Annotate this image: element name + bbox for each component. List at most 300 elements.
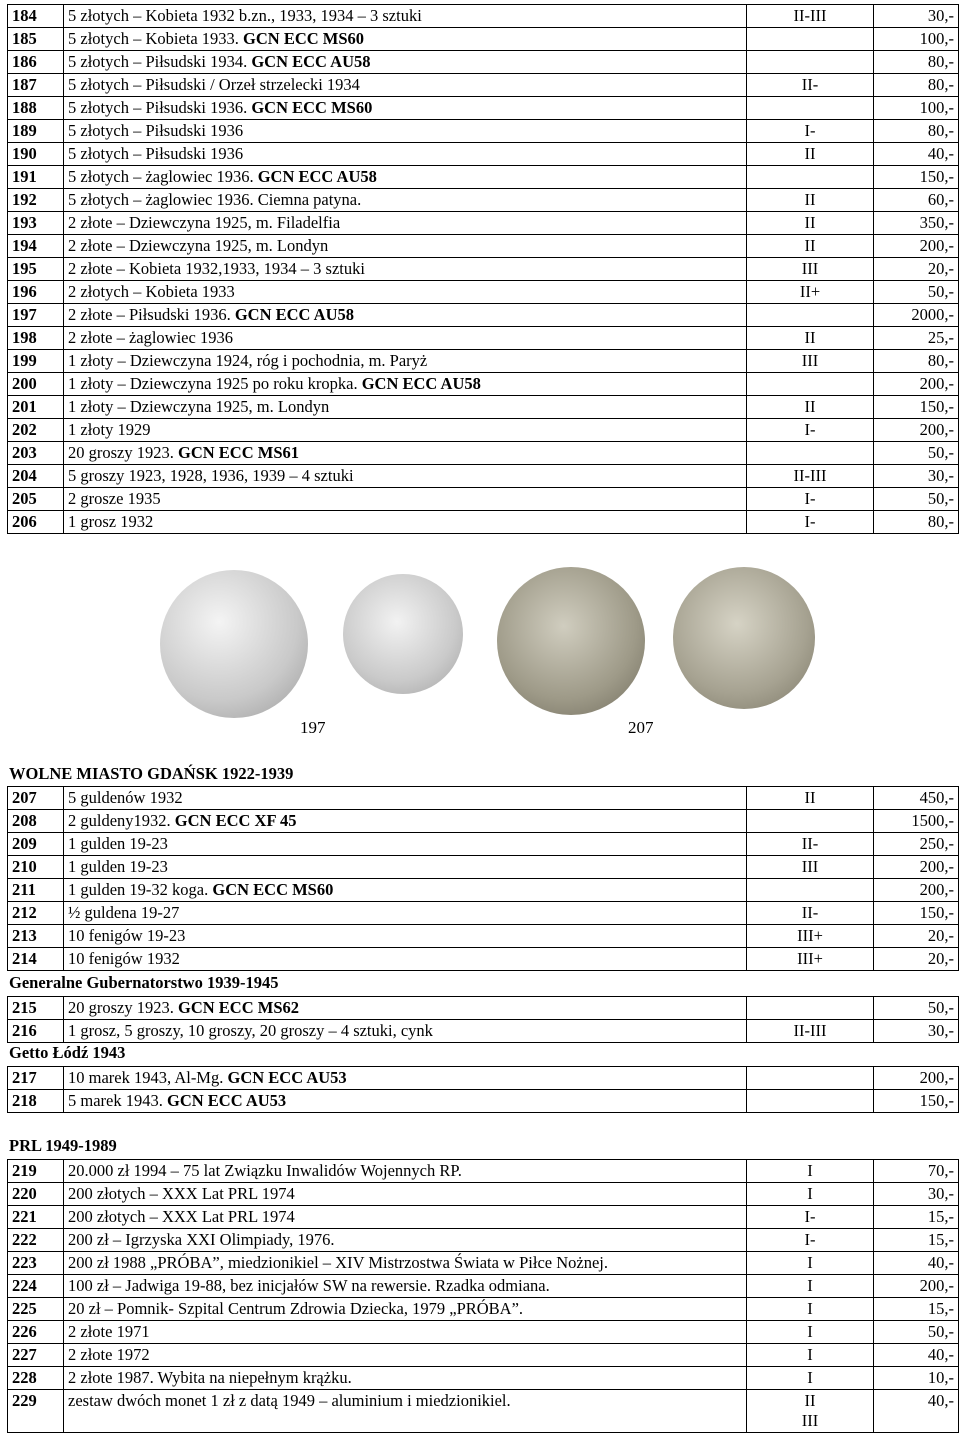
lot-description — [64, 948, 747, 971]
lot-grade: I — [747, 1160, 874, 1183]
lot-grade: II — [747, 235, 874, 258]
lot-grade: I- — [747, 1229, 874, 1252]
table-row — [8, 810, 959, 833]
lot-description — [64, 1390, 747, 1433]
table-row — [8, 212, 959, 235]
lot-price: 200,- — [874, 856, 959, 879]
lot-grade: I — [747, 1252, 874, 1275]
description-text: 5 złotych – Piłsudski 1934. — [68, 52, 252, 71]
lot-description — [64, 1252, 747, 1275]
lot-price: 450,- — [874, 787, 959, 810]
lot-grade: I — [747, 1183, 874, 1206]
description-text: 200 zł – Igrzyska XXI Olimpiady, 1976. — [68, 1230, 335, 1249]
table-row — [8, 1160, 959, 1183]
lot-grade: I — [747, 1367, 874, 1390]
lot-price: 1500,- — [874, 810, 959, 833]
lot-grade — [747, 1090, 874, 1113]
description-text: 20 zł – Pomnik- Szpital Centrum Zdrowia Dziecka, 1979 „PRÓBA”. — [68, 1299, 524, 1318]
table-row — [8, 465, 959, 488]
lot-price: 150,- — [874, 902, 959, 925]
lot-number: 192 — [8, 189, 64, 212]
lot-price: 15,- — [874, 1298, 959, 1321]
lot-price: 100,- — [874, 28, 959, 51]
description-text: 2 złote – Dziewczyna 1925, m. Filadelfia — [68, 213, 341, 232]
grading-note: GCN ECC MS62 — [178, 998, 300, 1017]
lot-number: 188 — [8, 97, 64, 120]
lot-price: 80,- — [874, 350, 959, 373]
lot-description — [64, 1344, 747, 1367]
lot-price: 40,- — [874, 1344, 959, 1367]
lot-price: 20,- — [874, 948, 959, 971]
lot-description — [64, 511, 747, 534]
lot-price: 20,- — [874, 258, 959, 281]
lot-description — [64, 5, 747, 28]
table-row — [8, 396, 959, 419]
table-row — [8, 1206, 959, 1229]
description-text: 5 guldenów 1932 — [68, 788, 183, 807]
lot-number: 204 — [8, 465, 64, 488]
table-row — [8, 235, 959, 258]
table-row — [8, 1344, 959, 1367]
lot-description — [64, 304, 747, 327]
table-row — [8, 488, 959, 511]
table-row — [8, 511, 959, 534]
description-text: 1 grosz 1932 — [68, 512, 154, 531]
lot-price: 25,- — [874, 327, 959, 350]
lot-grade: II- — [747, 74, 874, 97]
lot-grade: II — [747, 396, 874, 419]
grading-note: GCN ECC AU58 — [361, 374, 481, 393]
coin-pilsudski-obverse — [160, 570, 308, 718]
lot-grade: II-III — [747, 465, 874, 488]
lot-price: 50,- — [874, 442, 959, 465]
lot-price: 30,- — [874, 5, 959, 28]
table-row — [8, 442, 959, 465]
lot-grade: II+ — [747, 281, 874, 304]
lot-description — [64, 1298, 747, 1321]
lot-description — [64, 1160, 747, 1183]
lot-price: 40,- — [874, 1390, 959, 1433]
table-row — [8, 281, 959, 304]
lot-description — [64, 997, 747, 1020]
coin-gdansk-obverse — [497, 567, 645, 715]
table-row — [8, 258, 959, 281]
lot-price: 60,- — [874, 189, 959, 212]
description-text: 1 gulden 19-32 koga. — [68, 880, 213, 899]
description-text: 20 groszy 1923. — [68, 998, 178, 1017]
lot-number: 216 — [8, 1020, 64, 1043]
lot-number: 210 — [8, 856, 64, 879]
lots-table-gdansk — [7, 786, 959, 971]
lot-description — [64, 856, 747, 879]
table-row — [8, 1367, 959, 1390]
lot-description — [64, 1183, 747, 1206]
lot-grade — [747, 28, 874, 51]
lot-description — [64, 166, 747, 189]
description-text: 200 złotych – XXX Lat PRL 1974 — [68, 1184, 295, 1203]
lot-description — [64, 488, 747, 511]
table-row — [8, 902, 959, 925]
lot-description — [64, 97, 747, 120]
table-row — [8, 1229, 959, 1252]
lot-grade — [747, 997, 874, 1020]
lot-number: 220 — [8, 1183, 64, 1206]
lot-description — [64, 51, 747, 74]
table-row — [8, 189, 959, 212]
lot-number: 215 — [8, 997, 64, 1020]
table-row — [8, 1252, 959, 1275]
table-row — [8, 1090, 959, 1113]
description-text: 20.000 zł 1994 – 75 lat Związku Inwalidów Wojennych RP. — [68, 1161, 462, 1180]
description-text: 10 fenigów 19-23 — [68, 926, 186, 945]
grading-note: GCN ECC MS61 — [178, 443, 300, 462]
lot-price: 80,- — [874, 120, 959, 143]
grading-note: GCN ECC AU58 — [251, 52, 371, 71]
lot-price: 50,- — [874, 997, 959, 1020]
table-row — [8, 143, 959, 166]
lot-description — [64, 1067, 747, 1090]
description-text: 2 złote – żaglowiec 1936 — [68, 328, 233, 347]
lot-grade — [747, 442, 874, 465]
lot-grade: I — [747, 1275, 874, 1298]
lot-description — [64, 120, 747, 143]
lot-description — [64, 442, 747, 465]
lot-description — [64, 1367, 747, 1390]
lot-description — [64, 396, 747, 419]
lot-price: 30,- — [874, 1020, 959, 1043]
lot-description — [64, 74, 747, 97]
table-row — [8, 833, 959, 856]
description-text: 5 złotych – Kobieta 1932 b.zn., 1933, 1934 – 3 sztuki — [68, 6, 422, 25]
lot-description — [64, 350, 747, 373]
lot-number: 206 — [8, 511, 64, 534]
lot-number: 193 — [8, 212, 64, 235]
caption-197: 197 — [300, 718, 326, 737]
description-text: 5 złotych – Piłsudski / Orzeł strzelecki 1934 — [68, 75, 360, 94]
lot-grade: II-III — [747, 5, 874, 28]
lot-price: 2000,- — [874, 304, 959, 327]
description-text: 5 złotych – Piłsudski 1936 — [68, 121, 244, 140]
caption-207: 207 — [628, 718, 654, 737]
lot-number: 196 — [8, 281, 64, 304]
lot-description — [64, 419, 747, 442]
lot-price: 150,- — [874, 1090, 959, 1113]
lot-number: 189 — [8, 120, 64, 143]
lot-number: 213 — [8, 925, 64, 948]
lot-grade: I- — [747, 120, 874, 143]
description-text: 1 gulden 19-23 — [68, 834, 168, 853]
table-row — [8, 856, 959, 879]
lot-grade: I- — [747, 511, 874, 534]
lot-price: 200,- — [874, 373, 959, 396]
lots-table-gg — [7, 996, 959, 1043]
table-row — [8, 304, 959, 327]
table-row — [8, 948, 959, 971]
lot-number: 197 — [8, 304, 64, 327]
lot-grade — [747, 373, 874, 396]
lot-number: 195 — [8, 258, 64, 281]
table-row — [8, 997, 959, 1020]
lot-number: 199 — [8, 350, 64, 373]
grading-note: GCN ECC AU53 — [227, 1068, 347, 1087]
description-text: 2 guldeny1932. — [68, 811, 175, 830]
lot-grade: I — [747, 1344, 874, 1367]
description-text: 5 złotych – Piłsudski 1936. — [68, 98, 252, 117]
lot-number: 186 — [8, 51, 64, 74]
description-text: 2 złote 1987. Wybita na niepełnym krążku. — [68, 1368, 352, 1387]
lot-number: 191 — [8, 166, 64, 189]
lot-grade: II- — [747, 902, 874, 925]
lot-grade: III+ — [747, 925, 874, 948]
table-row — [8, 5, 959, 28]
lot-price: 15,- — [874, 1206, 959, 1229]
description-text: 1 złoty 1929 — [68, 420, 151, 439]
lot-grade — [747, 51, 874, 74]
description-text: 5 złotych – żaglowiec 1936. Ciemna patyna. — [68, 190, 362, 209]
lot-price: 150,- — [874, 396, 959, 419]
lot-grade: I- — [747, 419, 874, 442]
table-row — [8, 373, 959, 396]
description-text: 2 złote – Kobieta 1932,1933, 1934 – 3 sztuki — [68, 259, 365, 278]
lot-number: 185 — [8, 28, 64, 51]
lot-grade: III+ — [747, 948, 874, 971]
description-text: 5 groszy 1923, 1928, 1936, 1939 – 4 sztuki — [68, 466, 354, 485]
lot-price: 50,- — [874, 281, 959, 304]
lot-grade: II — [747, 189, 874, 212]
lot-price: 80,- — [874, 51, 959, 74]
description-text: 100 zł – Jadwiga 19-88, bez inicjałów SW na rewersie. Rzadka odmiana. — [68, 1276, 550, 1295]
table-row — [8, 97, 959, 120]
lot-price: 40,- — [874, 1252, 959, 1275]
description-text: zestaw dwóch monet 1 zł z datą 1949 – aluminium i miedzionikiel. — [68, 1391, 511, 1410]
lot-number: 221 — [8, 1206, 64, 1229]
lot-price: 30,- — [874, 465, 959, 488]
table-row — [8, 74, 959, 97]
table-row — [8, 1275, 959, 1298]
lot-price: 250,- — [874, 833, 959, 856]
grading-note: GCN ECC MS60 — [251, 98, 373, 117]
lot-description — [64, 1229, 747, 1252]
lot-number: 225 — [8, 1298, 64, 1321]
table-row — [8, 166, 959, 189]
lot-number: 187 — [8, 74, 64, 97]
lot-price: 200,- — [874, 1275, 959, 1298]
lot-price: 50,- — [874, 488, 959, 511]
lot-description — [64, 28, 747, 51]
description-text: 1 gulden 19-23 — [68, 857, 168, 876]
lot-number: 205 — [8, 488, 64, 511]
table-row — [8, 419, 959, 442]
lot-number: 217 — [8, 1067, 64, 1090]
table-row — [8, 51, 959, 74]
lot-number: 198 — [8, 327, 64, 350]
description-text: 10 fenigów 1932 — [68, 949, 180, 968]
lot-grade: III — [747, 856, 874, 879]
lot-grade: III — [747, 258, 874, 281]
lot-grade: II- — [747, 833, 874, 856]
description-text: 200 zł 1988 „PRÓBA”, miedzionikiel – XIV Mistrzostwa Świata w Piłce Nożnej. — [68, 1253, 608, 1272]
lot-number: 201 — [8, 396, 64, 419]
lot-description — [64, 212, 747, 235]
lot-number: 219 — [8, 1160, 64, 1183]
description-text: 2 złotych – Kobieta 1933 — [68, 282, 235, 301]
lot-description — [64, 1020, 747, 1043]
description-text: 2 złote – Piłsudski 1936. — [68, 305, 235, 324]
table-row — [8, 120, 959, 143]
lot-grade — [747, 1067, 874, 1090]
lot-price: 30,- — [874, 1183, 959, 1206]
lot-number: 224 — [8, 1275, 64, 1298]
lot-description — [64, 1275, 747, 1298]
lot-number: 214 — [8, 948, 64, 971]
lot-grade: II III — [747, 1390, 874, 1433]
description-text: 5 złotych – Piłsudski 1936 — [68, 144, 244, 163]
table-row — [8, 1020, 959, 1043]
lot-price: 20,- — [874, 925, 959, 948]
lot-price: 70,- — [874, 1160, 959, 1183]
lot-number: 202 — [8, 419, 64, 442]
lot-number: 228 — [8, 1367, 64, 1390]
table-row — [8, 1298, 959, 1321]
lot-number: 227 — [8, 1344, 64, 1367]
lot-description — [64, 258, 747, 281]
table-row — [8, 350, 959, 373]
coin-eagle-reverse — [343, 574, 463, 694]
description-text: 5 złotych – Kobieta 1933. — [68, 29, 244, 48]
lot-description — [64, 327, 747, 350]
lot-grade: I — [747, 1321, 874, 1344]
lot-description — [64, 925, 747, 948]
lot-number: 212 — [8, 902, 64, 925]
lot-grade: II — [747, 143, 874, 166]
lot-description — [64, 465, 747, 488]
lot-number: 208 — [8, 810, 64, 833]
section-title-prl: PRL 1949-1989 — [9, 1136, 117, 1155]
lot-grade: II-III — [747, 1020, 874, 1043]
lot-description — [64, 1206, 747, 1229]
lot-description — [64, 833, 747, 856]
coin-gdansk-reverse — [673, 567, 815, 709]
lot-grade: III — [747, 350, 874, 373]
lot-number: 218 — [8, 1090, 64, 1113]
lot-description — [64, 235, 747, 258]
lot-grade — [747, 166, 874, 189]
grading-note: GCN ECC MS60 — [243, 29, 365, 48]
lot-price: 350,- — [874, 212, 959, 235]
table-row — [8, 1067, 959, 1090]
lot-grade: II — [747, 212, 874, 235]
lot-description — [64, 1321, 747, 1344]
table-row — [8, 1390, 959, 1433]
lot-price: 100,- — [874, 97, 959, 120]
lot-number: 184 — [8, 5, 64, 28]
table-row — [8, 28, 959, 51]
grading-note: GCN ECC AU58 — [234, 305, 355, 324]
lot-number: 229 — [8, 1390, 64, 1433]
grading-note: GCN ECC AU58 — [257, 167, 377, 186]
grading-note: GCN ECC MS60 — [212, 880, 334, 899]
lot-grade: I — [747, 1298, 874, 1321]
description-text: 1 grosz, 5 groszy, 10 groszy, 20 groszy – 4 sztuki, cynk — [68, 1021, 433, 1040]
description-text: 5 marek 1943. — [68, 1091, 167, 1110]
lot-number: 194 — [8, 235, 64, 258]
section-title-gdansk: WOLNE MIASTO GDAŃSK 1922-1939 — [9, 764, 294, 783]
lot-description — [64, 787, 747, 810]
description-text: 1 złoty – Dziewczyna 1925 po roku kropka. — [68, 374, 362, 393]
grading-note: GCN ECC XF 45 — [174, 811, 297, 830]
description-text: ½ guldena 19-27 — [68, 903, 180, 922]
lot-price: 40,- — [874, 143, 959, 166]
description-text: 20 groszy 1923. — [68, 443, 178, 462]
lot-grade — [747, 97, 874, 120]
lot-grade — [747, 879, 874, 902]
section-title-getto: Getto Łódź 1943 — [9, 1043, 126, 1062]
grading-note: GCN ECC AU53 — [166, 1091, 287, 1110]
lot-price: 150,- — [874, 166, 959, 189]
lot-number: 226 — [8, 1321, 64, 1344]
lots-table-1 — [7, 4, 959, 534]
lot-number: 209 — [8, 833, 64, 856]
lot-price: 15,- — [874, 1229, 959, 1252]
lot-number: 211 — [8, 879, 64, 902]
lot-number: 223 — [8, 1252, 64, 1275]
lots-table-prl — [7, 1159, 959, 1433]
lot-price: 80,- — [874, 74, 959, 97]
lot-number: 207 — [8, 787, 64, 810]
lot-description — [64, 879, 747, 902]
description-text: 5 złotych – żaglowiec 1936. — [68, 167, 258, 186]
lot-number: 203 — [8, 442, 64, 465]
description-text: 2 złote 1971 — [68, 1322, 150, 1341]
lot-grade: I- — [747, 488, 874, 511]
description-text: 2 złote 1972 — [68, 1345, 150, 1364]
description-text: 1 złoty – Dziewczyna 1925, m. Londyn — [68, 397, 330, 416]
lot-price: 200,- — [874, 235, 959, 258]
lot-description — [64, 1090, 747, 1113]
lot-grade: I- — [747, 1206, 874, 1229]
lot-price: 80,- — [874, 511, 959, 534]
lot-grade: II — [747, 327, 874, 350]
lot-number: 222 — [8, 1229, 64, 1252]
lot-description — [64, 810, 747, 833]
lot-price: 200,- — [874, 1067, 959, 1090]
table-row — [8, 787, 959, 810]
lot-grade — [747, 810, 874, 833]
description-text: 2 złote – Dziewczyna 1925, m. Londyn — [68, 236, 329, 255]
lot-number: 200 — [8, 373, 64, 396]
lot-description — [64, 143, 747, 166]
lot-number: 190 — [8, 143, 64, 166]
lot-description — [64, 902, 747, 925]
table-row — [8, 925, 959, 948]
table-row — [8, 1183, 959, 1206]
table-row — [8, 879, 959, 902]
description-text: 2 grosze 1935 — [68, 489, 161, 508]
lot-grade — [747, 304, 874, 327]
lot-price: 200,- — [874, 419, 959, 442]
section-title-gg: Generalne Gubernatorstwo 1939-1945 — [9, 973, 279, 992]
lot-price: 200,- — [874, 879, 959, 902]
description-text: 10 marek 1943, Al-Mg. — [68, 1068, 228, 1087]
lot-grade: II — [747, 787, 874, 810]
lot-description — [64, 373, 747, 396]
description-text: 1 złoty – Dziewczyna 1924, róg i pochodnia, m. Paryż — [68, 351, 428, 370]
lot-price: 10,- — [874, 1367, 959, 1390]
lot-description — [64, 281, 747, 304]
lot-description — [64, 189, 747, 212]
description-text: 200 złotych – XXX Lat PRL 1974 — [68, 1207, 295, 1226]
lot-price: 50,- — [874, 1321, 959, 1344]
